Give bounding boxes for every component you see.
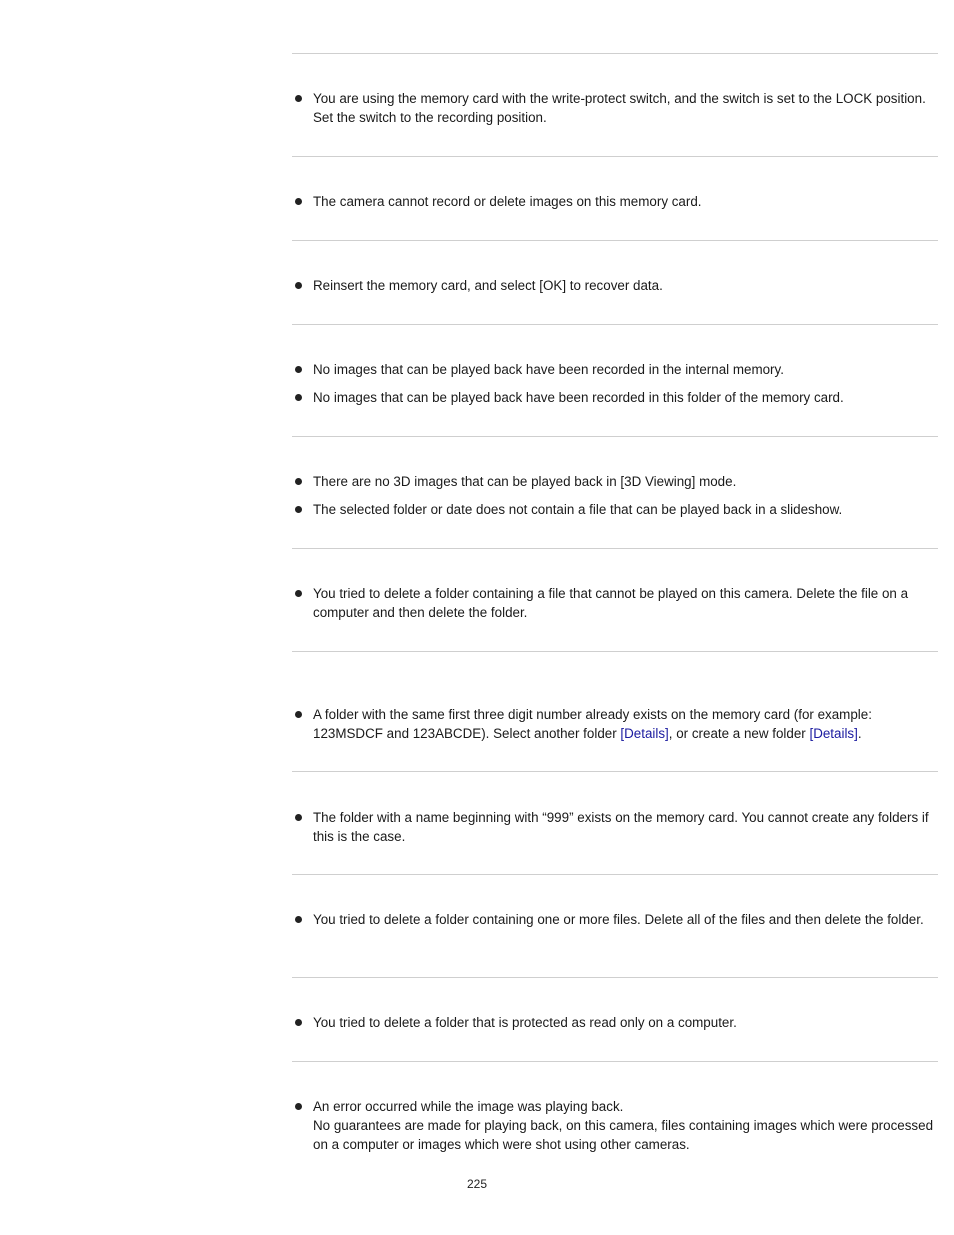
bullet-icon — [295, 711, 302, 718]
item-text: No images that can be played back have been recorded in this folder of the memory card. — [313, 390, 844, 405]
item-text-part: . — [857, 726, 862, 741]
bullet-icon — [295, 916, 302, 923]
bullet-icon — [295, 478, 302, 485]
item-text-part: , or create a new folder — [668, 726, 810, 741]
item-text: The selected folder or date does not contain a file that can be played back in a slideshow. — [313, 502, 843, 517]
section-divider — [292, 240, 938, 241]
section-divider — [292, 651, 938, 652]
section-divider — [292, 1061, 938, 1062]
bullet-icon — [295, 1103, 302, 1110]
item-text: The folder with a name beginning with “999” exists on the memory card. You cannot create any folders if this is the case. — [313, 810, 929, 844]
item-text-line: No guarantees are made for playing back, on this camera, files containing images which were processed on a computer or images which were shot using other cameras. — [313, 1118, 934, 1152]
details-link[interactable]: [Details] — [809, 726, 858, 741]
list-item — [292, 1097, 938, 1154]
list-item — [292, 276, 938, 295]
list-item — [292, 192, 938, 211]
list-item — [292, 500, 938, 519]
item-text — [313, 1097, 938, 1154]
section-divider — [292, 324, 938, 325]
list-item — [292, 1013, 938, 1032]
list-item — [292, 388, 938, 407]
section-divider — [292, 874, 938, 875]
list-item — [292, 89, 938, 127]
bullet-icon — [295, 814, 302, 821]
item-text-line: An error occurred while the image was playing back. — [313, 1099, 624, 1114]
section-divider — [292, 436, 938, 437]
item-text: Reinsert the memory card, and select [OK] to recover data. — [313, 278, 663, 293]
list-item — [292, 360, 938, 379]
bullet-icon — [295, 506, 302, 513]
list-item — [292, 584, 938, 622]
details-link[interactable]: [Details] — [620, 726, 669, 741]
bullet-icon — [295, 282, 302, 289]
bullet-icon — [295, 1019, 302, 1026]
page-number: 225 — [466, 1177, 488, 1191]
item-text: You tried to delete a folder that is protected as read only on a computer. — [313, 1015, 737, 1030]
list-item — [292, 808, 938, 846]
list-item — [292, 705, 938, 743]
item-text: You are using the memory card with the write-protect switch, and the switch is set to the LOCK position. Set the switch to the recording position. — [313, 91, 926, 125]
section-divider — [292, 548, 938, 549]
section-divider — [292, 53, 938, 54]
section-divider — [292, 156, 938, 157]
bullet-icon — [295, 590, 302, 597]
bullet-icon — [295, 95, 302, 102]
item-text-part: A folder with the same first three digit number already exists on the memory card (for example: 123MSDCF and 123ABCDE). Select another folder — [313, 707, 872, 741]
item-text: You tried to delete a folder containing a file that cannot be played on this camera. Delete the file on a computer and then delete the folder. — [313, 586, 909, 620]
bullet-icon — [295, 394, 302, 401]
item-text: The camera cannot record or delete images on this memory card. — [313, 194, 702, 209]
list-item — [292, 910, 938, 929]
item-text: You tried to delete a folder containing one or more files. Delete all of the files and then delete the folder. — [313, 912, 924, 927]
item-text: No images that can be played back have been recorded in the internal memory. — [313, 362, 784, 377]
item-text: There are no 3D images that can be played back in [3D Viewing] mode. — [313, 474, 737, 489]
item-text — [313, 705, 938, 743]
bullet-icon — [295, 198, 302, 205]
list-item — [292, 472, 938, 491]
section-divider — [292, 771, 938, 772]
section-divider — [292, 977, 938, 978]
bullet-icon — [295, 366, 302, 373]
